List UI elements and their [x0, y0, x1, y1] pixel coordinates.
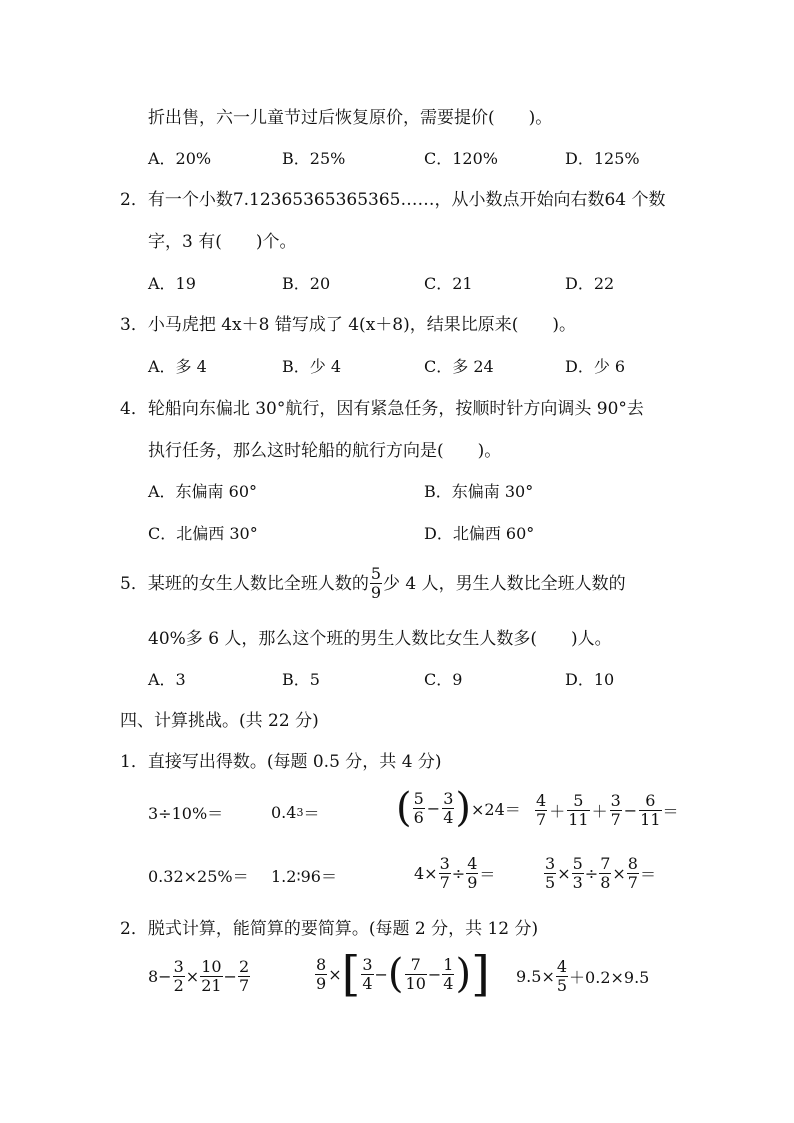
q4-option-d: D．北偏西 60°	[424, 524, 535, 543]
numerator: 3	[362, 954, 373, 974]
numerator: 3	[443, 788, 454, 808]
times-sign: ×	[557, 864, 571, 883]
equals-sign: ＝	[479, 865, 496, 884]
fraction	[238, 958, 250, 995]
denominator: 9	[467, 873, 478, 892]
numerator: 5	[573, 791, 584, 810]
q4-line1: 4．轮船向东偏北 30°航行，因有紧急任务，按顺时针方向调头 90°去	[120, 399, 644, 419]
eight-minus: 8−	[148, 967, 172, 986]
numerator: 3	[545, 854, 556, 873]
s4q2-title: 2．脱式计算，能简算的要简算。(每题 2 分，共 12 分)	[120, 919, 539, 939]
q5-option-b: B．5	[282, 670, 320, 689]
denominator: 2	[173, 976, 184, 995]
numerator: 6	[645, 791, 656, 810]
calc-a1: 3÷10%＝	[148, 804, 224, 823]
divide-sign: ÷	[451, 864, 466, 883]
left-bracket: [	[341, 946, 361, 1002]
denominator: 8	[600, 873, 611, 892]
fraction	[439, 855, 451, 892]
denominator: 4	[443, 807, 454, 827]
numerator: 7	[600, 854, 611, 873]
q1-continuation: 折出售，六一儿童节过后恢复原价，需要提价( )。	[148, 108, 553, 128]
q5-text-after: 少 4 人，男生人数比全班人数的	[383, 573, 626, 594]
q1-option-b: B．25%	[282, 149, 346, 168]
fraction	[639, 792, 661, 829]
fraction	[315, 956, 327, 993]
section4-title: 四、计算挑战。(共 22 分)	[120, 711, 319, 731]
right-paren: )	[455, 951, 472, 997]
q5-line2: 40%多 6 人，那么这个班的男生人数比女生人数多( )人。	[148, 629, 612, 649]
q1-option-a: A．20%	[148, 149, 212, 168]
q5-option-c: C．9	[424, 670, 463, 689]
calc-a2-equals: ＝	[303, 804, 320, 823]
denominator: 7	[439, 873, 450, 892]
fraction	[556, 958, 568, 995]
calc-a2-base: 0.4	[271, 803, 297, 822]
denominator: 7	[536, 810, 547, 829]
denominator: 7	[238, 976, 250, 995]
numerator: 8	[627, 854, 638, 873]
denominator: 10	[405, 973, 426, 993]
four-times: 4×	[414, 864, 438, 883]
calc-b3	[516, 958, 649, 995]
calc-a4	[534, 792, 679, 829]
denominator: 21	[201, 976, 222, 995]
q5-option-a: A．3	[148, 670, 186, 689]
q5-text-before: 5．某班的女生人数比全班人数的	[120, 573, 369, 594]
q4-option-b: B．东偏南 30°	[424, 482, 534, 501]
fraction	[544, 855, 556, 892]
q4-option-c: C．北偏西 30°	[148, 524, 258, 543]
equals-sign: ＝	[662, 802, 679, 821]
fraction	[599, 855, 611, 892]
s4q1-title: 1．直接写出得数。(每题 0.5 分，共 4 分)	[120, 752, 442, 772]
minus-sign: −	[374, 964, 388, 984]
numerator: 3	[610, 791, 621, 810]
q3-line: 3．小马虎把 4x＋8 错写成了 4(x＋8)，结果比原来( )。	[120, 315, 576, 335]
times-sign: ×	[612, 864, 626, 883]
denominator: 9	[316, 973, 327, 993]
q5-fraction-numerator: 5	[370, 564, 382, 583]
calc-b2	[314, 946, 490, 1002]
denominator: 5	[556, 976, 568, 995]
numerator: 5	[413, 788, 424, 808]
minus-sign: −	[223, 967, 237, 986]
numerator: 4	[556, 957, 568, 976]
fraction	[535, 792, 547, 829]
q5-fraction-denominator: 9	[370, 583, 382, 602]
plus-sign: ＋	[549, 802, 566, 821]
denominator: 11	[640, 810, 661, 829]
q2-line1: 2．有一个小数7.12365365365365……，从小数点开始向右数64 个数	[120, 190, 666, 210]
minus-sign: −	[427, 964, 442, 984]
times-sign: ×	[185, 967, 200, 986]
denominator: 11	[568, 810, 589, 829]
denominator: 5	[545, 873, 556, 892]
calc-a8	[543, 855, 656, 892]
numerator: 4	[536, 791, 547, 810]
q3-option-d: D．少 6	[565, 357, 626, 376]
plus-sign: ＋	[591, 802, 608, 821]
fraction	[572, 855, 584, 892]
q3-option-a: A．多 4	[148, 357, 207, 376]
calc-a2-exponent: 3	[296, 806, 304, 819]
times-sign: ×	[328, 964, 342, 984]
numerator: 10	[201, 957, 222, 976]
calc-a5: 0.32×25%＝	[148, 867, 249, 886]
fraction	[442, 790, 454, 827]
q2-option-a: A．19	[148, 274, 196, 293]
calc-a7	[414, 855, 495, 892]
plus-rest: ＋0.2×9.5	[569, 968, 650, 987]
calc-a3	[396, 785, 521, 831]
q1-option-c: C．120%	[424, 149, 498, 168]
numerator: 5	[572, 854, 583, 873]
q2-option-c: C．21	[424, 274, 473, 293]
q5-line1	[120, 565, 626, 602]
nine-point-five-times: 9.5×	[516, 967, 555, 986]
denominator: 4	[362, 973, 373, 993]
calc-a2	[271, 801, 319, 824]
q1-option-d: D．125%	[565, 149, 640, 168]
q4-option-a: A．东偏南 60°	[148, 482, 258, 501]
left-paren: (	[387, 951, 404, 997]
denominator: 7	[627, 873, 638, 892]
numerator: 1	[443, 954, 454, 974]
numerator: 2	[238, 957, 250, 976]
numerator: 3	[173, 957, 184, 976]
fraction	[361, 956, 373, 993]
q3-option-c: C．多 24	[424, 357, 494, 376]
q5-fraction	[370, 565, 382, 602]
numerator: 7	[410, 954, 421, 974]
denominator: 6	[413, 807, 424, 827]
denominator: 3	[572, 873, 583, 892]
minus-sign: −	[426, 798, 441, 818]
q4-line2: 执行任务，那么这时轮船的航行方向是( )。	[148, 441, 502, 461]
calc-a6: 1.2∶96＝	[271, 867, 337, 886]
left-paren: (	[396, 785, 412, 831]
fraction	[567, 792, 589, 829]
equals-sign: ＝	[639, 865, 656, 884]
right-bracket: ]	[471, 946, 490, 1002]
times-24-equals: ×24＝	[471, 799, 521, 819]
minus-sign: −	[623, 801, 638, 820]
fraction	[610, 792, 622, 829]
fraction	[442, 956, 454, 993]
numerator: 4	[467, 854, 478, 873]
fraction	[466, 855, 478, 892]
numerator: 8	[316, 954, 327, 974]
q3-option-b: B．少 4	[282, 357, 342, 376]
q5-option-d: D．10	[565, 670, 615, 689]
denominator: 7	[610, 810, 621, 829]
fraction	[173, 958, 185, 995]
fraction	[200, 958, 222, 995]
divide-sign: ÷	[584, 864, 599, 883]
denominator: 4	[443, 973, 454, 993]
q2-option-b: B．20	[282, 274, 331, 293]
right-paren: )	[455, 785, 471, 831]
fraction	[627, 855, 639, 892]
numerator: 3	[439, 854, 450, 873]
q2-line2: 字，3 有( )个。	[148, 232, 297, 252]
q2-option-d: D．22	[565, 274, 615, 293]
fraction	[413, 790, 425, 827]
calc-b1	[148, 958, 251, 995]
fraction	[405, 956, 427, 993]
